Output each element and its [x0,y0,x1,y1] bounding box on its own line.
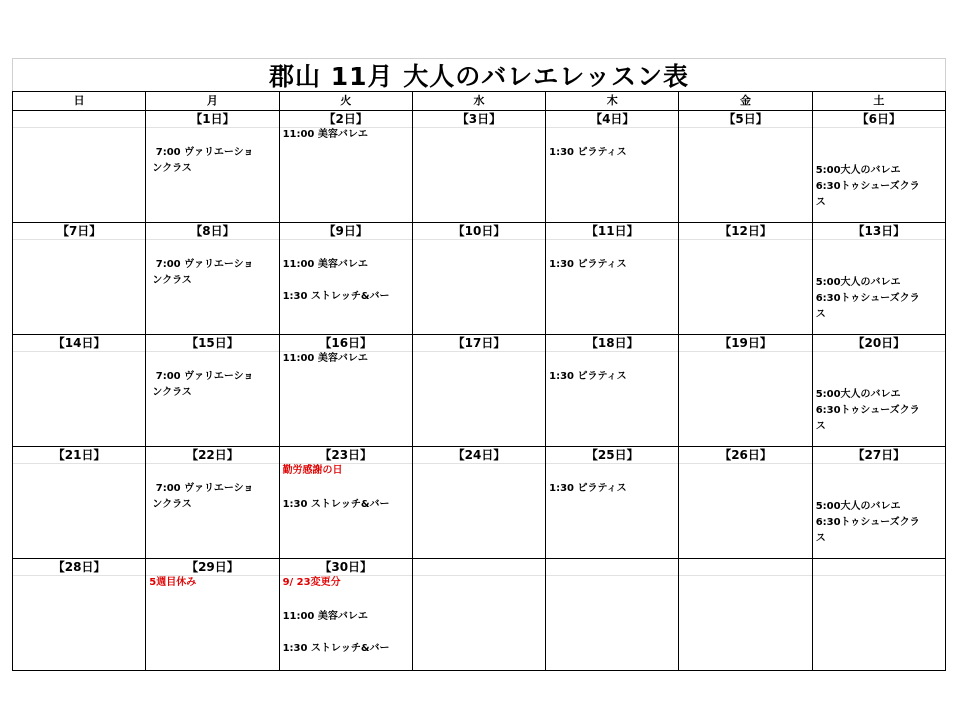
lesson-entry: 5:00大人のバレエ 6:30トゥシューズクラ ス [815,277,920,320]
day-date-label: 【11日】 [546,223,678,240]
day-date-label: 【20日】 [813,335,945,352]
day-date-label [413,559,545,576]
lesson-entry: 1:30 ストレッチ&バー [282,643,390,654]
day-date-label: 【14日】 [13,335,145,352]
day-cell [679,559,812,671]
day-date-label: 【27日】 [813,447,945,464]
lesson-entry: 1:30 ピラティス [549,483,627,494]
day-cell [146,111,279,223]
day-cell [146,559,279,671]
day-date-label [679,559,811,576]
day-date-label: 【24日】 [413,447,545,464]
day-date-label: 【19日】 [679,335,811,352]
day-date-label: 【13日】 [813,223,945,240]
day-cell [279,447,412,559]
weekday-mon: 月 [146,92,279,111]
day-cell [812,559,945,671]
weekday-sun: 日 [13,92,146,111]
lesson-entry: 7:00 ヴァリエーショ ンクラス [152,147,254,174]
lesson-entry: 7:00 ヴァリエーショ ンクラス [152,483,254,510]
day-date-label: 【17日】 [413,335,545,352]
day-cell [812,223,945,335]
day-date-label: 【16日】 [280,335,412,352]
lesson-entry: 11:00 美容バレエ [282,611,368,622]
day-date-label: 【26日】 [679,447,811,464]
day-date-label: 【23日】 [280,447,412,464]
day-cell [412,447,545,559]
day-cell [546,335,679,447]
lesson-entry: 1:30 ストレッチ&バー [282,291,390,302]
day-date-label: 【22日】 [146,447,278,464]
day-cell [546,559,679,671]
day-date-label: 【30日】 [280,559,412,576]
day-cell [812,111,945,223]
day-date-label: 【21日】 [13,447,145,464]
schedule-sheet [12,58,946,671]
day-date-label: 【7日】 [13,223,145,240]
day-cell [412,111,545,223]
weekday-fri: 金 [679,92,812,111]
week-row [13,447,946,559]
lesson-entry: 5:00大人のバレエ 6:30トゥシューズクラ ス [815,389,920,432]
day-cell [679,223,812,335]
day-cell [546,223,679,335]
day-date-label: 【28日】 [13,559,145,576]
day-note: 勤労感謝の日 [282,465,343,476]
lesson-entry: 11:00 美容バレエ [282,353,368,364]
day-cell [13,223,146,335]
day-date-label: 【10日】 [413,223,545,240]
day-date-label: 【2日】 [280,111,412,128]
day-cell [546,111,679,223]
lesson-entry: 1:30 ピラティス [549,371,627,382]
lesson-entry: 5:00大人のバレエ 6:30トゥシューズクラ ス [815,165,920,208]
day-date-label: 【15日】 [146,335,278,352]
lesson-entry: 1:30 ピラティス [549,259,627,270]
day-cell [13,111,146,223]
day-cell [679,111,812,223]
page-title: 郡山 11月 大人のバレエレッスン表 [12,58,946,91]
day-cell [812,447,945,559]
day-date-label: 【18日】 [546,335,678,352]
day-date-label: 【6日】 [813,111,945,128]
week-row [13,223,946,335]
day-date-label: 【1日】 [146,111,278,128]
lesson-entry: 1:30 ピラティス [549,147,627,158]
week-row [13,559,946,671]
weekday-wed: 水 [412,92,545,111]
day-cell [412,223,545,335]
day-note: 9/ 23変更分 [282,577,341,588]
lesson-entry: 5:00大人のバレエ 6:30トゥシューズクラ ス [815,501,920,544]
day-cell [13,559,146,671]
lesson-entry: 11:00 美容バレエ [282,259,368,270]
day-cell [279,111,412,223]
day-cell [279,559,412,671]
day-date-label [813,559,945,576]
day-date-label: 【9日】 [280,223,412,240]
day-cell [412,559,545,671]
day-note: 5週目休み [149,577,197,588]
day-cell [13,447,146,559]
day-date-label: 【3日】 [413,111,545,128]
weekday-header-row [13,92,946,111]
day-cell [279,335,412,447]
day-cell [146,447,279,559]
day-cell [279,223,412,335]
day-date-label: 【29日】 [146,559,278,576]
calendar-table [12,91,946,671]
weekday-thu: 木 [546,92,679,111]
weekday-tue: 火 [279,92,412,111]
day-date-label: 【12日】 [679,223,811,240]
day-date-label [546,559,678,576]
week-row [13,111,946,223]
day-cell [412,335,545,447]
lesson-entry: 7:00 ヴァリエーショ ンクラス [152,259,254,286]
day-cell [146,223,279,335]
weekday-sat: 土 [812,92,945,111]
day-cell [679,335,812,447]
week-row [13,335,946,447]
day-cell [13,335,146,447]
day-cell [812,335,945,447]
day-date-label: 【5日】 [679,111,811,128]
lesson-entry: 11:00 美容バレエ [282,129,368,140]
day-cell [679,447,812,559]
day-date-label: 【8日】 [146,223,278,240]
day-cell [546,447,679,559]
calendar-body [13,111,946,671]
day-cell [146,335,279,447]
day-date-label: 【25日】 [546,447,678,464]
lesson-entry: 1:30 ストレッチ&バー [282,499,390,510]
day-date-label [13,111,145,128]
lesson-entry: 7:00 ヴァリエーショ ンクラス [152,371,254,398]
day-date-label: 【4日】 [546,111,678,128]
